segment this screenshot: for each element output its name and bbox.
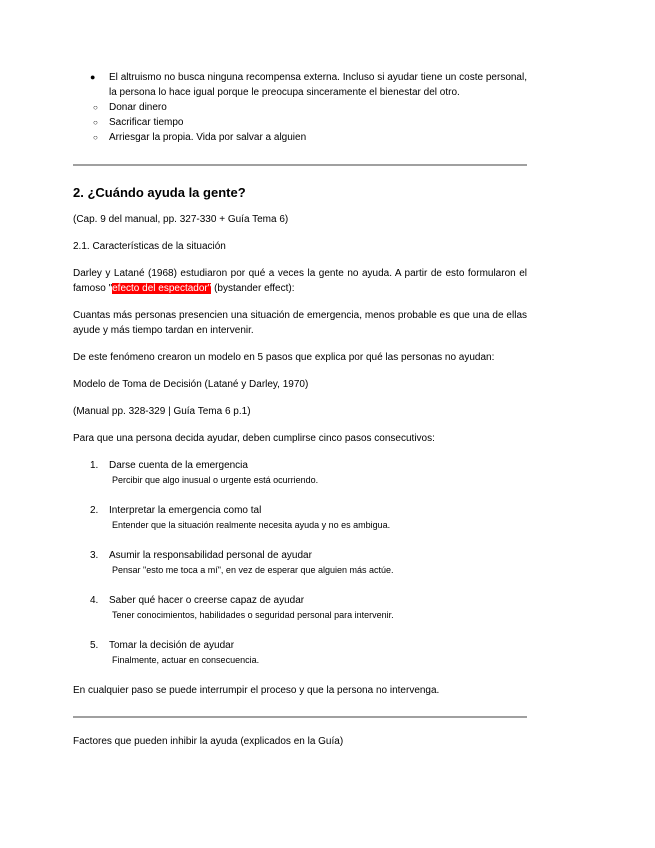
steps-intro: Para que una persona decida ayudar, deben cumplirse cinco pasos consecutivos: — [73, 433, 435, 444]
circle-bullet-icon: ○ — [93, 118, 98, 127]
document-page — [73, 70, 527, 749]
circle-bullet-icon: ○ — [93, 103, 98, 112]
list-item: ○ Donar dinero — [93, 102, 167, 113]
step-description: Tener conocimientos, habilidades o seguridad personal para intervenir. — [112, 610, 394, 620]
step-description: Pensar "esto me toca a mí", en vez de esperar que alguien más actúe. — [112, 565, 394, 575]
model-reference: (Manual pp. 328-329 | Guía Tema 6 p.1) — [73, 406, 251, 417]
paragraph-model-intro: De este fenómeno crearon un modelo en 5 pasos que explica por qué las personas no ayudan: — [73, 352, 495, 363]
bullet-dot-icon: ● — [90, 72, 96, 82]
step-item: 5. Tomar la decisión de ayudar Finalmente, actuar en consecuencia. — [73, 638, 527, 668]
step-description: Finalmente, actuar en consecuencia. — [112, 655, 260, 665]
step-item: 1. Darse cuenta de la emergencia Percibir que algo inusual o urgente está ocurriendo. — [73, 458, 527, 488]
closing-paragraph: En cualquier paso se puede interrumpir el proceso y que la persona no intervenga. — [73, 685, 440, 696]
intro-bullet-text: El altruismo no busca ninguna recompensa externa. Incluso si ayudar tiene un coste personal, la persona lo hace igual porque le preocupa sinceramente el bienestar del otro. — [109, 72, 527, 98]
step-title: Saber qué hacer o creerse capaz de ayudar — [109, 595, 305, 606]
steps-list — [73, 458, 527, 668]
step-item: 2. Interpretar la emergencia como tal Entender que la situación realmente necesita ayuda y no es ambigua. — [73, 503, 527, 533]
circle-bullet-icon: ○ — [93, 133, 98, 142]
step-title: Interpretar la emergencia como tal — [109, 505, 262, 516]
intro-sublist — [73, 100, 527, 145]
step-item: 3. Asumir la responsabilidad personal de ayudar Pensar "esto me toca a mí", en vez de esperar que alguien más actúe. — [73, 548, 527, 578]
model-title: Modelo de Toma de Decisión (Latané y Darley, 1970) — [73, 379, 309, 390]
subsection-title: 2.1. Características de la situación — [73, 241, 226, 252]
step-description: Entender que la situación realmente necesita ayuda y no es ambigua. — [112, 520, 391, 530]
factors-heading: Factores que pueden inhibir la ayuda (explicados en la Guía) — [73, 736, 344, 747]
highlighted-term: efecto del espectador" — [112, 283, 212, 294]
intro-bullet — [73, 70, 527, 100]
list-item: ○ Sacrificar tiempo — [93, 117, 184, 128]
step-title: Asumir la responsabilidad personal de ayudar — [109, 550, 312, 561]
step-description: Percibir que algo inusual o urgente está ocurriendo. — [112, 475, 319, 485]
step-item: 4. Saber qué hacer o creerse capaz de ayudar Tener conocimientos, habilidades o seguridad personal para intervenir. — [73, 593, 527, 623]
step-title: Tomar la decisión de ayudar — [109, 640, 235, 651]
paragraph-effect: Cuantas más personas presencien una situación de emergencia, menos probable es que una de ellas ayude y más tiempo tardan en intervenir. — [73, 310, 527, 336]
paragraph-bystander: Darley y Latané (1968) estudiaron por qué a veces la gente no ayuda. A partir de esto formularon el famoso "efecto del espectador" (bystander effect): — [73, 268, 527, 294]
section-title: 2. ¿Cuándo ayuda la gente? — [73, 185, 246, 200]
list-item: ○ Arriesgar la propia. Vida por salvar a alguien — [93, 132, 307, 143]
step-title: Darse cuenta de la emergencia — [109, 460, 248, 471]
section-reference: (Cap. 9 del manual, pp. 327-330 + Guía Tema 6) — [73, 214, 289, 225]
